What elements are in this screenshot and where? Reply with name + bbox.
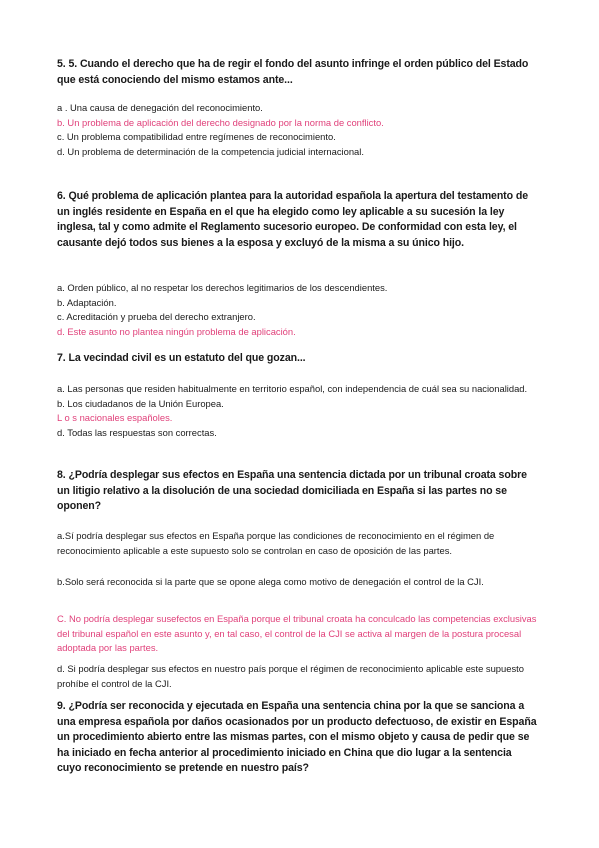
option-a: a.Sí podría desplegar sus efectos en España porque las condiciones de reconocimiento en el régimen de reconocimiento aplicable a este supuesto solo se controlan en caso de oposición de las partes. [57,530,495,556]
option-a-block [57,529,537,558]
question-block-5 [57,57,537,88]
option-c-correct: L o s nacionales españoles. [57,412,173,423]
option-a: a. Orden público, al no respetar los derechos legitimarios de los descendientes. [57,282,388,293]
question-block-8 [57,468,537,515]
question-block-7 [57,351,537,367]
question-text: 9. ¿Podría ser reconocida y ejecutada en España una sentencia china por la que se sanciona a una empresa española por daños ocasionados por un producto defectuoso, de existir en España un procedimiento abierto entre las mismas partes, con el mismo objeto y causa de pedir que se ha iniciado en fecha anterior al procedimiento iniciado en China que dio lugar a la sentencia cuyo reconocimiento se pretende en nuestro país? [57,700,537,774]
option-d: d. Un problema de determinación de la competencia judicial internacional. [57,145,364,157]
question-block-6 [57,189,537,251]
question-block-9 [57,699,537,777]
option-b: b. Adaptación. [57,296,117,308]
option-d: d. Si podría desplegar sus efectos en nuestro país porque el régimen de reconocimiento aplicable este supuesto prohíbe el control de la CJI. [57,663,524,689]
option-d: d. Todas las respuestas son correctas. [57,426,217,438]
question-text: 7. La vecindad civil es un estatuto del que gozan... [57,352,306,364]
option-d-block [57,662,537,691]
option-d-correct: d. Este asunto no plantea ningún problema de aplicación. [57,325,296,337]
options-list-7 [57,382,537,440]
option-c-block [57,612,537,656]
options-list-6 [57,281,537,339]
question-text: 6. Qué problema de aplicación plantea para la autoridad española la apertura del testamento de un inglés residente en España en el que ha elegido como ley aplicable a su sucesión la ley inglesa, tal y como admite el Reglamento sucesorio europeo. De conformidad con esta ley, el causante dejó todos sus bienes a la esposa y excluyó de la misma a su único hijo. [57,190,528,249]
option-c: c. Un problema compatibilidad entre regímenes de reconocimiento. [57,131,336,142]
question-text: 8. ¿Podría desplegar sus efectos en España una sentencia dictada por un tribunal croata sobre un litigio relativo a la disolución de una sociedad domiciliada en España si las partes no se oponen? [57,469,527,512]
options-list-5 [57,101,537,159]
option-c: c. Acreditación y prueba del derecho extranjero. [57,311,256,322]
option-b-correct: b. Un problema de aplicación del derecho designado por la norma de conflicto. [57,116,384,128]
option-a: a . Una causa de denegación del reconocimiento. [57,102,263,113]
option-b: b.Solo será reconocida si la parte que se opone alega como motivo de denegación el control de la CJI. [57,576,484,587]
option-b: b. Los ciudadanos de la Unión Europea. [57,397,224,409]
option-b-block [57,575,537,590]
option-a: a. Las personas que residen habitualmente en territorio español, con independencia de cuál sea su nacionalidad. [57,383,528,394]
option-c-correct: C. No podría desplegar susefectos en España porque el tribunal croata ha conculcado las competencias exclusivas del tribunal español en este asunto y, en tal caso, el control de la CJI se activa al margen de la postura procesal adoptada por las partes. [57,613,537,653]
question-text: 5. 5. Cuando el derecho que ha de regir el fondo del asunto infringe el orden público del Estado que está conociendo del mismo estamos ante... [57,58,529,86]
